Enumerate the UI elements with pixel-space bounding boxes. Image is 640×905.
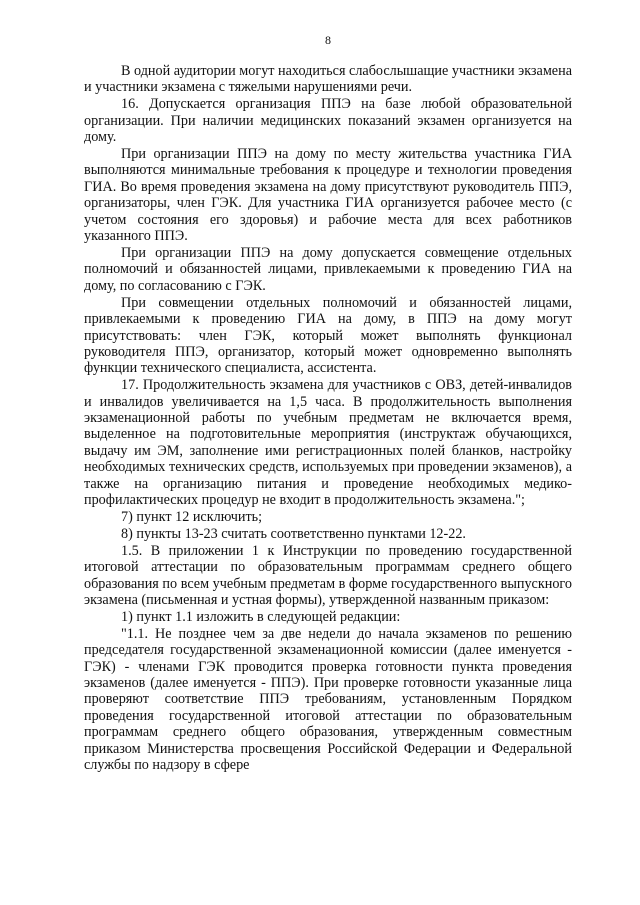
paragraph-subitem-8: 8) пункты 13-23 считать соответственно пунктами 12-22. (121, 525, 466, 542)
paragraph-subitem-7: 7) пункт 12 исключить; (121, 508, 263, 525)
paragraph-item-16: 16. Допускается организация ППЭ на базе любой образовательной организации. При наличии медицинских показаний экзамен организуется на дому. (84, 96, 572, 146)
paragraph-subitem-1: 1) пункт 1.1 изложить в следующей редакции: (121, 608, 401, 625)
document-body (84, 63, 572, 774)
paragraph-item-17: 17. Продолжительность экзамена для участников с ОВЗ, детей-инвалидов и инвалидов увеличивается на 1,5 часа. В продолжительность выполнения экзаменационной работы по учебным предметам не включается время, выделенное на подготовительные мероприятия (инструктаж обучающихся, выдачу им ЭМ, заполнение ими регистрационных полей бланков, настройку необходимых технических средств, используемых при проведении экзаменов), а также на организацию питания и проведение необходимых медико-профилактических процедур не входит в продолжительность экзамена."; (84, 377, 572, 509)
paragraph-item-1-5: 1.5. В приложении 1 к Инструкции по проведению государственной итоговой аттестации по образовательным программам среднего общего образования по всем учебным предметам в форме государственного выпускного экзамена (письменная и устная формы), утвержденной названным приказом: (84, 542, 572, 608)
paragraph-item-1-1-quote: "1.1. Не позднее чем за две недели до начала экзаменов по решению председателя государственной экзаменационной комиссии (далее именуется - ГЭК) - членами ГЭК проводится проверка готовности пункта проведения экзаменов (далее именуется - ППЭ). При проверке готовности указанные лица проверяют соответствие ППЭ требованиям, установленным Порядком проведения государственной итоговой аттестации по образовательным программам среднего общего образования, утвержденным совместным приказом Министерства просвещения Российской Федерации и Федеральной службы по надзору в сфере (84, 625, 572, 774)
paragraph-home-exam-requirements: При организации ППЭ на дому по месту жительства участника ГИА выполняются минимальные требования к процедуре и технологии проведения ГИА. Во время проведения экзамена на дому присутствуют руководитель ППЭ, организаторы, член ГЭК. Для участника ГИА организуется рабочее место (с учетом состояния его здоровья) и рабочие места для всех работников указанного ППЭ. (84, 146, 572, 245)
document-page (84, 0, 572, 905)
paragraph-hearing-impaired: В одной аудитории могут находиться слабослышащие участники экзамена и участники экзамена с тяжелыми нарушениями речи. (84, 63, 572, 96)
paragraph-combining-duties: При организации ППЭ на дому допускается совмещение отдельных полномочий и обязанностей лицами, привлекаемыми к проведению ГИА на дому, по согласованию с ГЭК. (84, 244, 572, 294)
paragraph-attendees-at-home: При совмещении отдельных полномочий и обязанностей лицами, привлекаемыми к проведению ГИА на дому, в ППЭ на дому могут присутствовать: член ГЭК, который может выполнять функционал руководителя ППЭ, организатор, который может одновременно выполнять функции технического специалиста, ассистента. (84, 294, 572, 377)
page-number: 8 (325, 33, 331, 47)
